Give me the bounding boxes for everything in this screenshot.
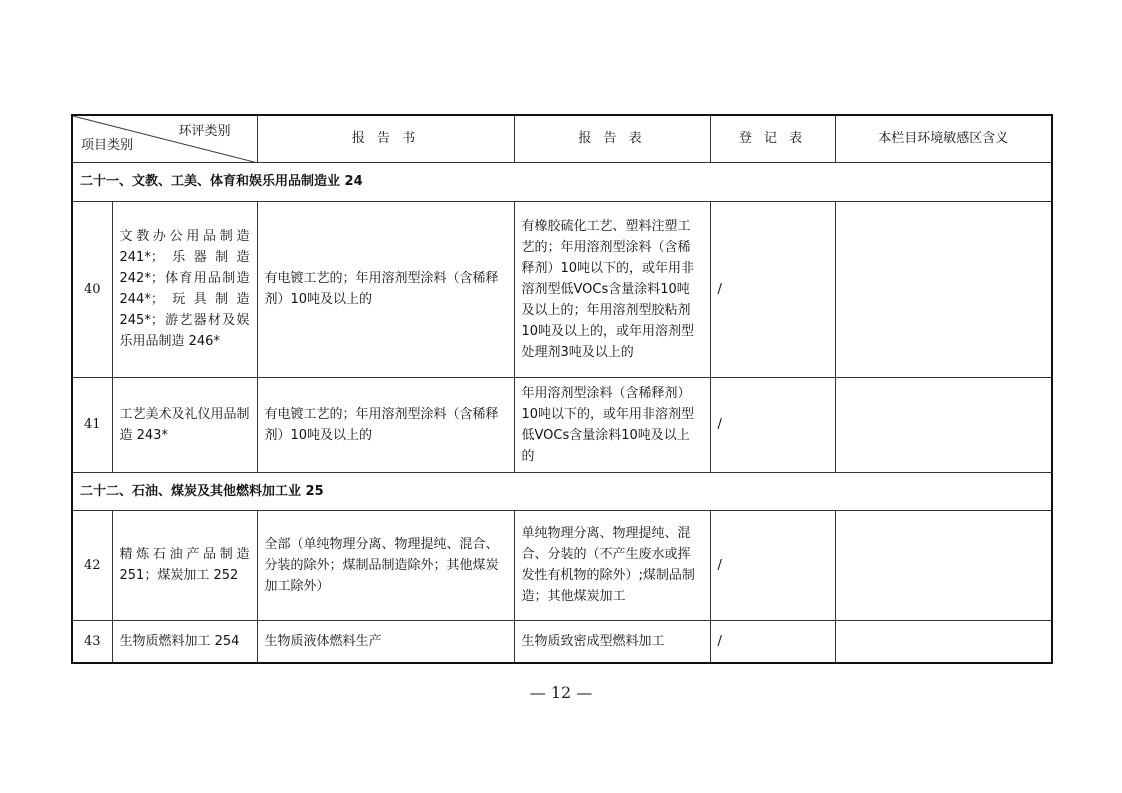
diagonal-header-cell (72, 115, 257, 162)
sensitive-area-cell (835, 201, 1052, 377)
report-form-cell: 有橡胶硫化工艺、塑料注塑工艺的；年用溶剂型涂料（含稀释剂）10吨以下的，或年用非溶剂型低VOCs含量涂料10吨及以上的；年用溶剂型胶粘剂10吨及以上的，或年用溶剂型处理剂3吨及以上的 (514, 201, 710, 377)
table-row (72, 201, 1052, 377)
registration-cell: / (710, 620, 835, 663)
header-eia-category: 环评类别 (178, 124, 231, 139)
section-row (72, 472, 1052, 510)
registration-cell: / (710, 201, 835, 377)
project-category-cell: 文教办公用品制造241*；乐器制造242*；体育用品制造244*；玩具制造245*；游艺器材及娱乐用品制造 246* (112, 201, 257, 377)
report-form-cell: 生物质致密成型燃料加工 (514, 620, 710, 663)
sensitive-area-cell (835, 510, 1052, 620)
classification-table (71, 114, 1053, 664)
project-category-cell: 工艺美术及礼仪用品制造 243* (112, 377, 257, 472)
header-report-form: 报 告 表 (514, 115, 710, 162)
report-form-cell: 单纯物理分离、物理提纯、混合、分装的（不产生废水或挥发性有机物的除外）;煤制品制造；其他煤炭加工 (514, 510, 710, 620)
table-row (72, 377, 1052, 472)
sensitive-area-cell (835, 377, 1052, 472)
report-form-cell: 年用溶剂型涂料（含稀释剂）10吨以下的，或年用非溶剂型低VOCs含量涂料10吨及以上的 (514, 377, 710, 472)
registration-cell: / (710, 377, 835, 472)
table-row (72, 620, 1052, 663)
page-number: — 12 — (529, 683, 593, 702)
table-row (72, 510, 1052, 620)
header-project-category: 项目类别 (81, 137, 134, 153)
section-title: 二十一、文教、工美、体育和娱乐用品制造业 24 (72, 162, 1052, 201)
report-book-cell: 有电镀工艺的；年用溶剂型涂料（含稀释剂）10吨及以上的 (257, 201, 514, 377)
report-book-cell: 生物质液体燃料生产 (257, 620, 514, 663)
header-sensitive-area: 本栏目环境敏感区含义 (835, 115, 1052, 162)
report-book-cell: 全部（单纯物理分离、物理提纯、混合、分装的除外；煤制品制造除外；其他煤炭加工除外） (257, 510, 514, 620)
row-number: 43 (72, 620, 112, 663)
header-report-book: 报 告 书 (257, 115, 514, 162)
row-number: 42 (72, 510, 112, 620)
table-header-row (72, 115, 1052, 162)
section-row (72, 162, 1052, 201)
project-category-cell: 精炼石油产品制造251；煤炭加工 252 (112, 510, 257, 620)
registration-cell: / (710, 510, 835, 620)
project-category-cell: 生物质燃料加工 254 (112, 620, 257, 663)
report-book-cell: 有电镀工艺的；年用溶剂型涂料（含稀释剂）10吨及以上的 (257, 377, 514, 472)
row-number: 41 (72, 377, 112, 472)
row-number: 40 (72, 201, 112, 377)
section-title: 二十二、石油、煤炭及其他燃料加工业 25 (72, 472, 1052, 510)
header-registration-form: 登 记 表 (710, 115, 835, 162)
sensitive-area-cell (835, 620, 1052, 663)
